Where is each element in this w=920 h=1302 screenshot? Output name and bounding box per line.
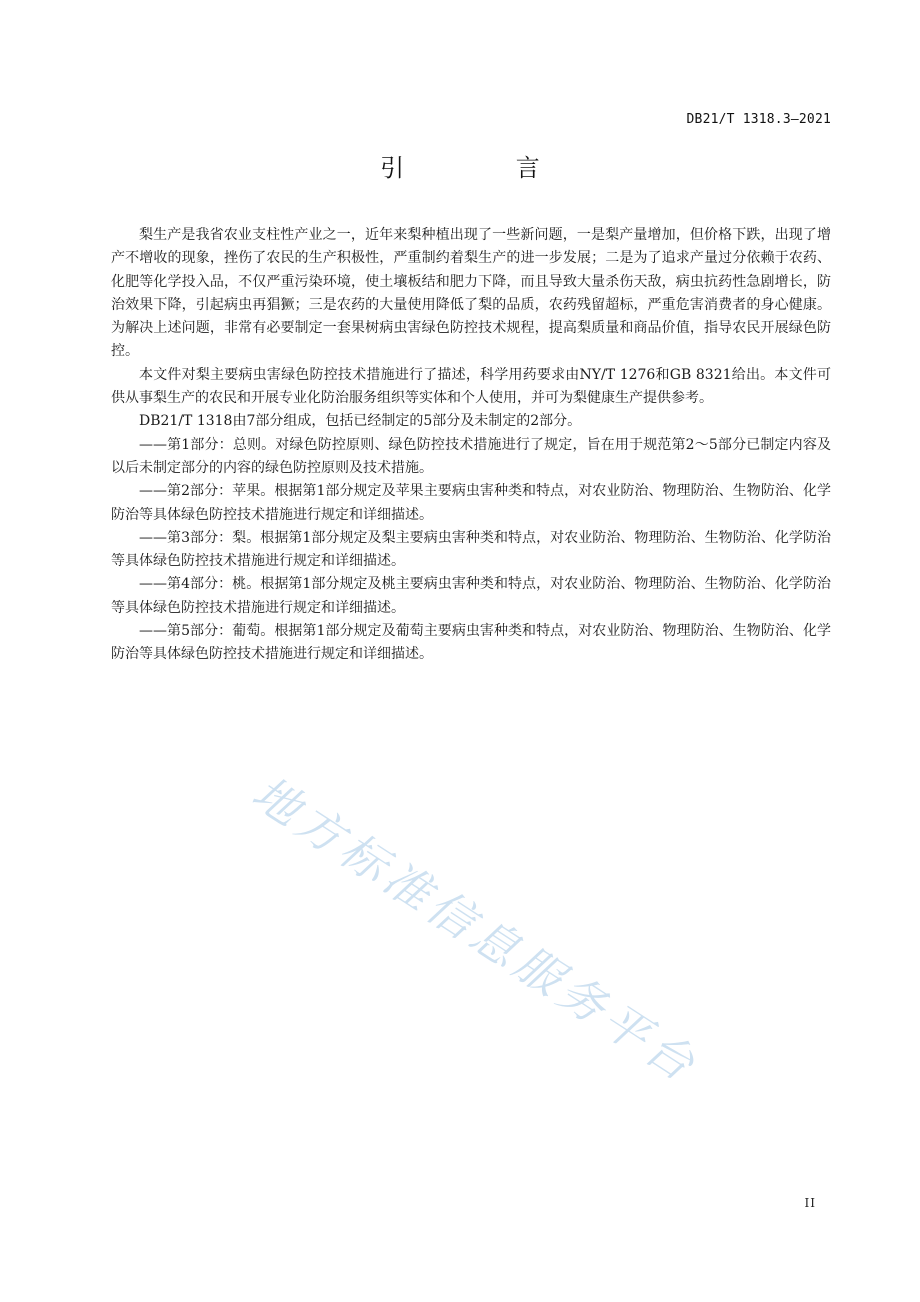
document-code: DB21/T 1318.3—2021 bbox=[686, 112, 831, 127]
part-3-item: ——第3部分：梨。根据第1部分规定及梨主要病虫害种类和特点，对农业防治、物理防治、生物防治、化学防治等具体绿色防控技术措施进行规定和详细描述。 bbox=[111, 529, 831, 570]
part-5-item: ——第5部分：葡萄。根据第1部分规定及葡萄主要病虫害种类和特点，对农业防治、物理防治、生物防治、化学防治等具体绿色防控技术措施进行规定和详细描述。 bbox=[111, 623, 831, 663]
part-4-item: ——第4部分：桃。根据第1部分规定及桃主要病虫害种类和特点，对农业防治、物理防治、生物防治、化学防治等具体绿色防控技术措施进行规定和详细描述。 bbox=[111, 576, 831, 616]
structure-paragraph: DB21/T 1318由7部分组成，包括已经制定的5部分及未制定的2部分。 bbox=[139, 413, 582, 430]
watermark: 地方标准信息服务平台 bbox=[242, 765, 709, 1094]
part-1-item: ——第1部分：总则。对绿色防控原则、绿色防控技术措施进行了规定，旨在用于规范第2～5部分已制定内容及以后未制定部分的内容的绿色防控原则及技术措施。 bbox=[111, 436, 831, 476]
document-body bbox=[111, 224, 831, 667]
intro-paragraph: 梨生产是我省农业支柱性产业之一，近年来梨种植出现了一些新问题，一是梨产量增加，但价格下跌，出现了增产不增收的现象，挫伤了农民的生产积极性，严重制约着梨生产的进一步发展；二是为了追求产量过分依赖于农药、化肥等化学投入品，不仅严重污染环境，使土壤板结和肥力下降，而且导致大量杀伤天敌，病虫抗药性急剧增长，防治效果下降，引起病虫再猖獗；三是农药的大量使用降低了梨的品质，农药残留超标，严重危害消费者的身心健康。为解决上述问题，非常有必要制定一套果树病虫害绿色防控技术规程，提高梨质量和商品价值，指导农民开展绿色防控。 bbox=[111, 227, 831, 360]
page-number: II bbox=[804, 1196, 816, 1210]
page-title: 引 言 bbox=[380, 154, 592, 182]
part-2-item: ——第2部分：苹果。根据第1部分规定及苹果主要病虫害种类和特点，对农业防治、物理防治、生物防治、化学防治等具体绿色防控技术措施进行规定和详细描述。 bbox=[111, 483, 831, 523]
scope-paragraph: 本文件对梨主要病虫害绿色防控技术措施进行了描述，科学用药要求由NY/T 1276和GB 8321给出。本文件可供从事梨生产的农民和开展专业化防治服务组织等实体和个人使用，并可为梨健康生产提供参考。 bbox=[111, 366, 831, 407]
